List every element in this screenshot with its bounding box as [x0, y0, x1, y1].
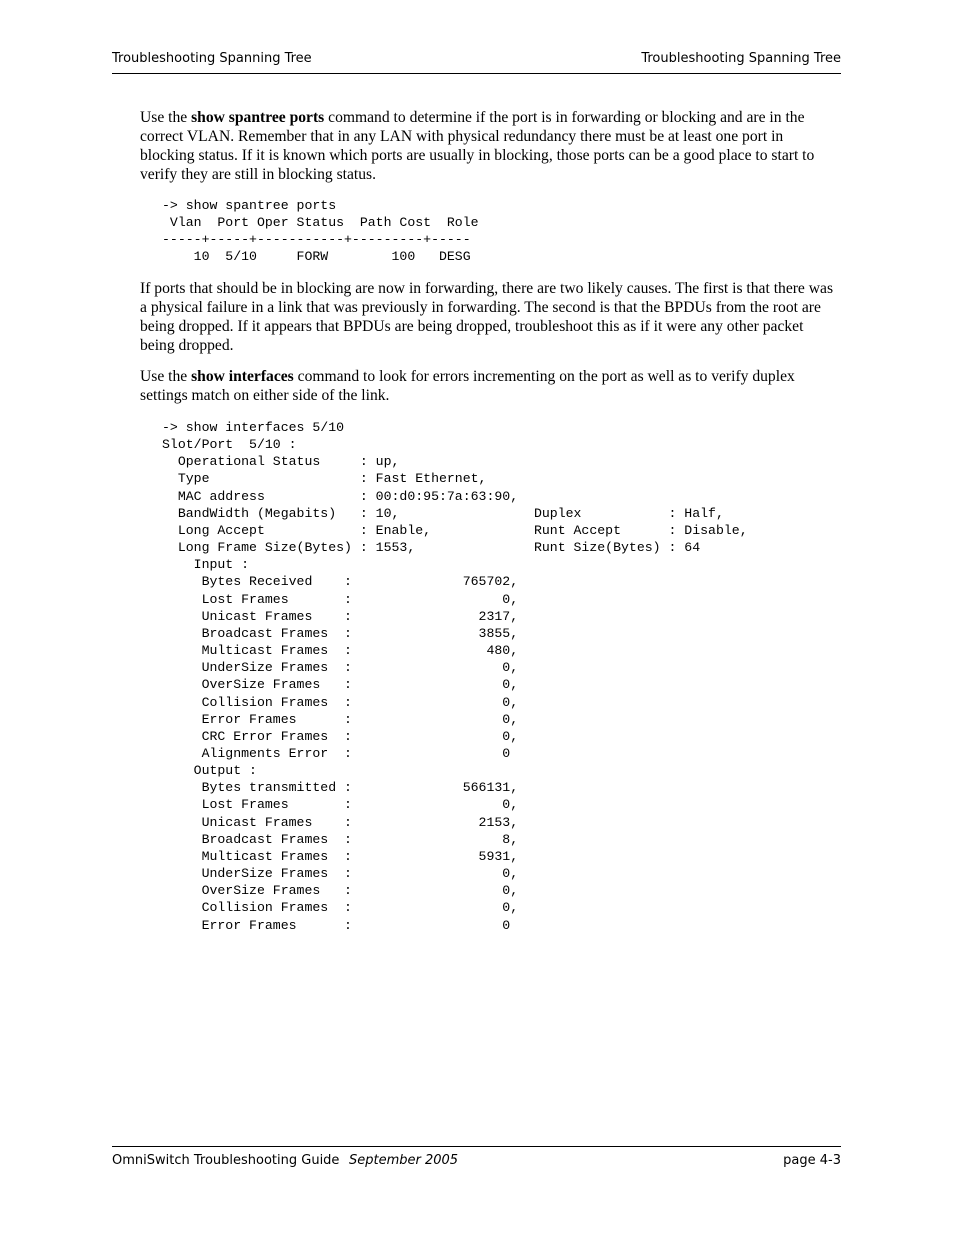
paragraph-spantree-intro: [140, 108, 840, 184]
header-chapter-left: Troubleshooting Spanning Tree: [112, 51, 312, 66]
page-header: [112, 51, 841, 74]
code-block-interfaces: -> show interfaces 5/10 Slot/Port 5/10 : Operational Status : up, Type : Fast Ethernet, MAC address : 00:d0:95:7a:63:90, BandWidth (Megabits) : 10, Duplex : Half, Long Accept : Enable, Runt Accept : Disable, Long Frame Size(Bytes) : 1553, Runt Size(Bytes) : 64 Input : Bytes Received : 765702, Lost Frames : 0, Unicast Frames : 2317, Broadcast Frames : 3855, Multicast Frames : 480, UnderSize Frames : 0, OverSize Frames : 0, Collision Frames : 0, Error Frames : 0, CRC Error Frames : 0, Alignments Error : 0 Output : Bytes transmitted : 566131, Lost Frames : 0, Unicast Frames : 2153, Broadcast Frames : 8, Multicast Frames : 5931, UnderSize Frames : 0, OverSize Frames : 0, Collision Frames : 0, Error Frames : 0: [162, 420, 748, 933]
paragraph-text: Use the: [140, 109, 192, 126]
paragraph-text: Use the: [140, 368, 192, 385]
command-name: show spantree ports: [191, 109, 325, 126]
page-footer: [112, 1146, 841, 1168]
footer-date: September 2005: [349, 1153, 459, 1168]
paragraph-text: command to look for errors incrementing on the port as well as to verify duplex settings match on either side of the link.: [140, 368, 795, 404]
paragraph-text: command to determine if the port is in forwarding or blocking and are in the correct VLAN. Remember that in any LAN with physical redundancy there must be at least one port in blocking status. If it is known which ports are usually in blocking, those ports can be a good place to start to verify they are still in blocking status.: [140, 109, 815, 183]
paragraph-blocking-causes: If ports that should be in blocking are now in forwarding, there are two likely causes. The first is that there was a physical failure in a link that was previously in forwarding. The second is that the BPDUs from the root are being dropped. If it appears that BPDUs are being dropped, troubleshoot this as if it were any other packet being dropped.: [140, 280, 834, 354]
code-block-spantree: -> show spantree ports Vlan Port Oper Status Path Cost Role -----+-----+-----------+---------+----- 10 5/10 FORW 100 DESG: [162, 198, 479, 265]
header-chapter-right: Troubleshooting Spanning Tree: [641, 51, 841, 66]
footer-page-number: page 4-3: [783, 1153, 841, 1168]
footer-guide-title: OmniSwitch Troubleshooting Guide: [112, 1153, 340, 1168]
command-name: show interfaces: [191, 368, 294, 385]
paragraph-interfaces-intro: [140, 367, 840, 405]
